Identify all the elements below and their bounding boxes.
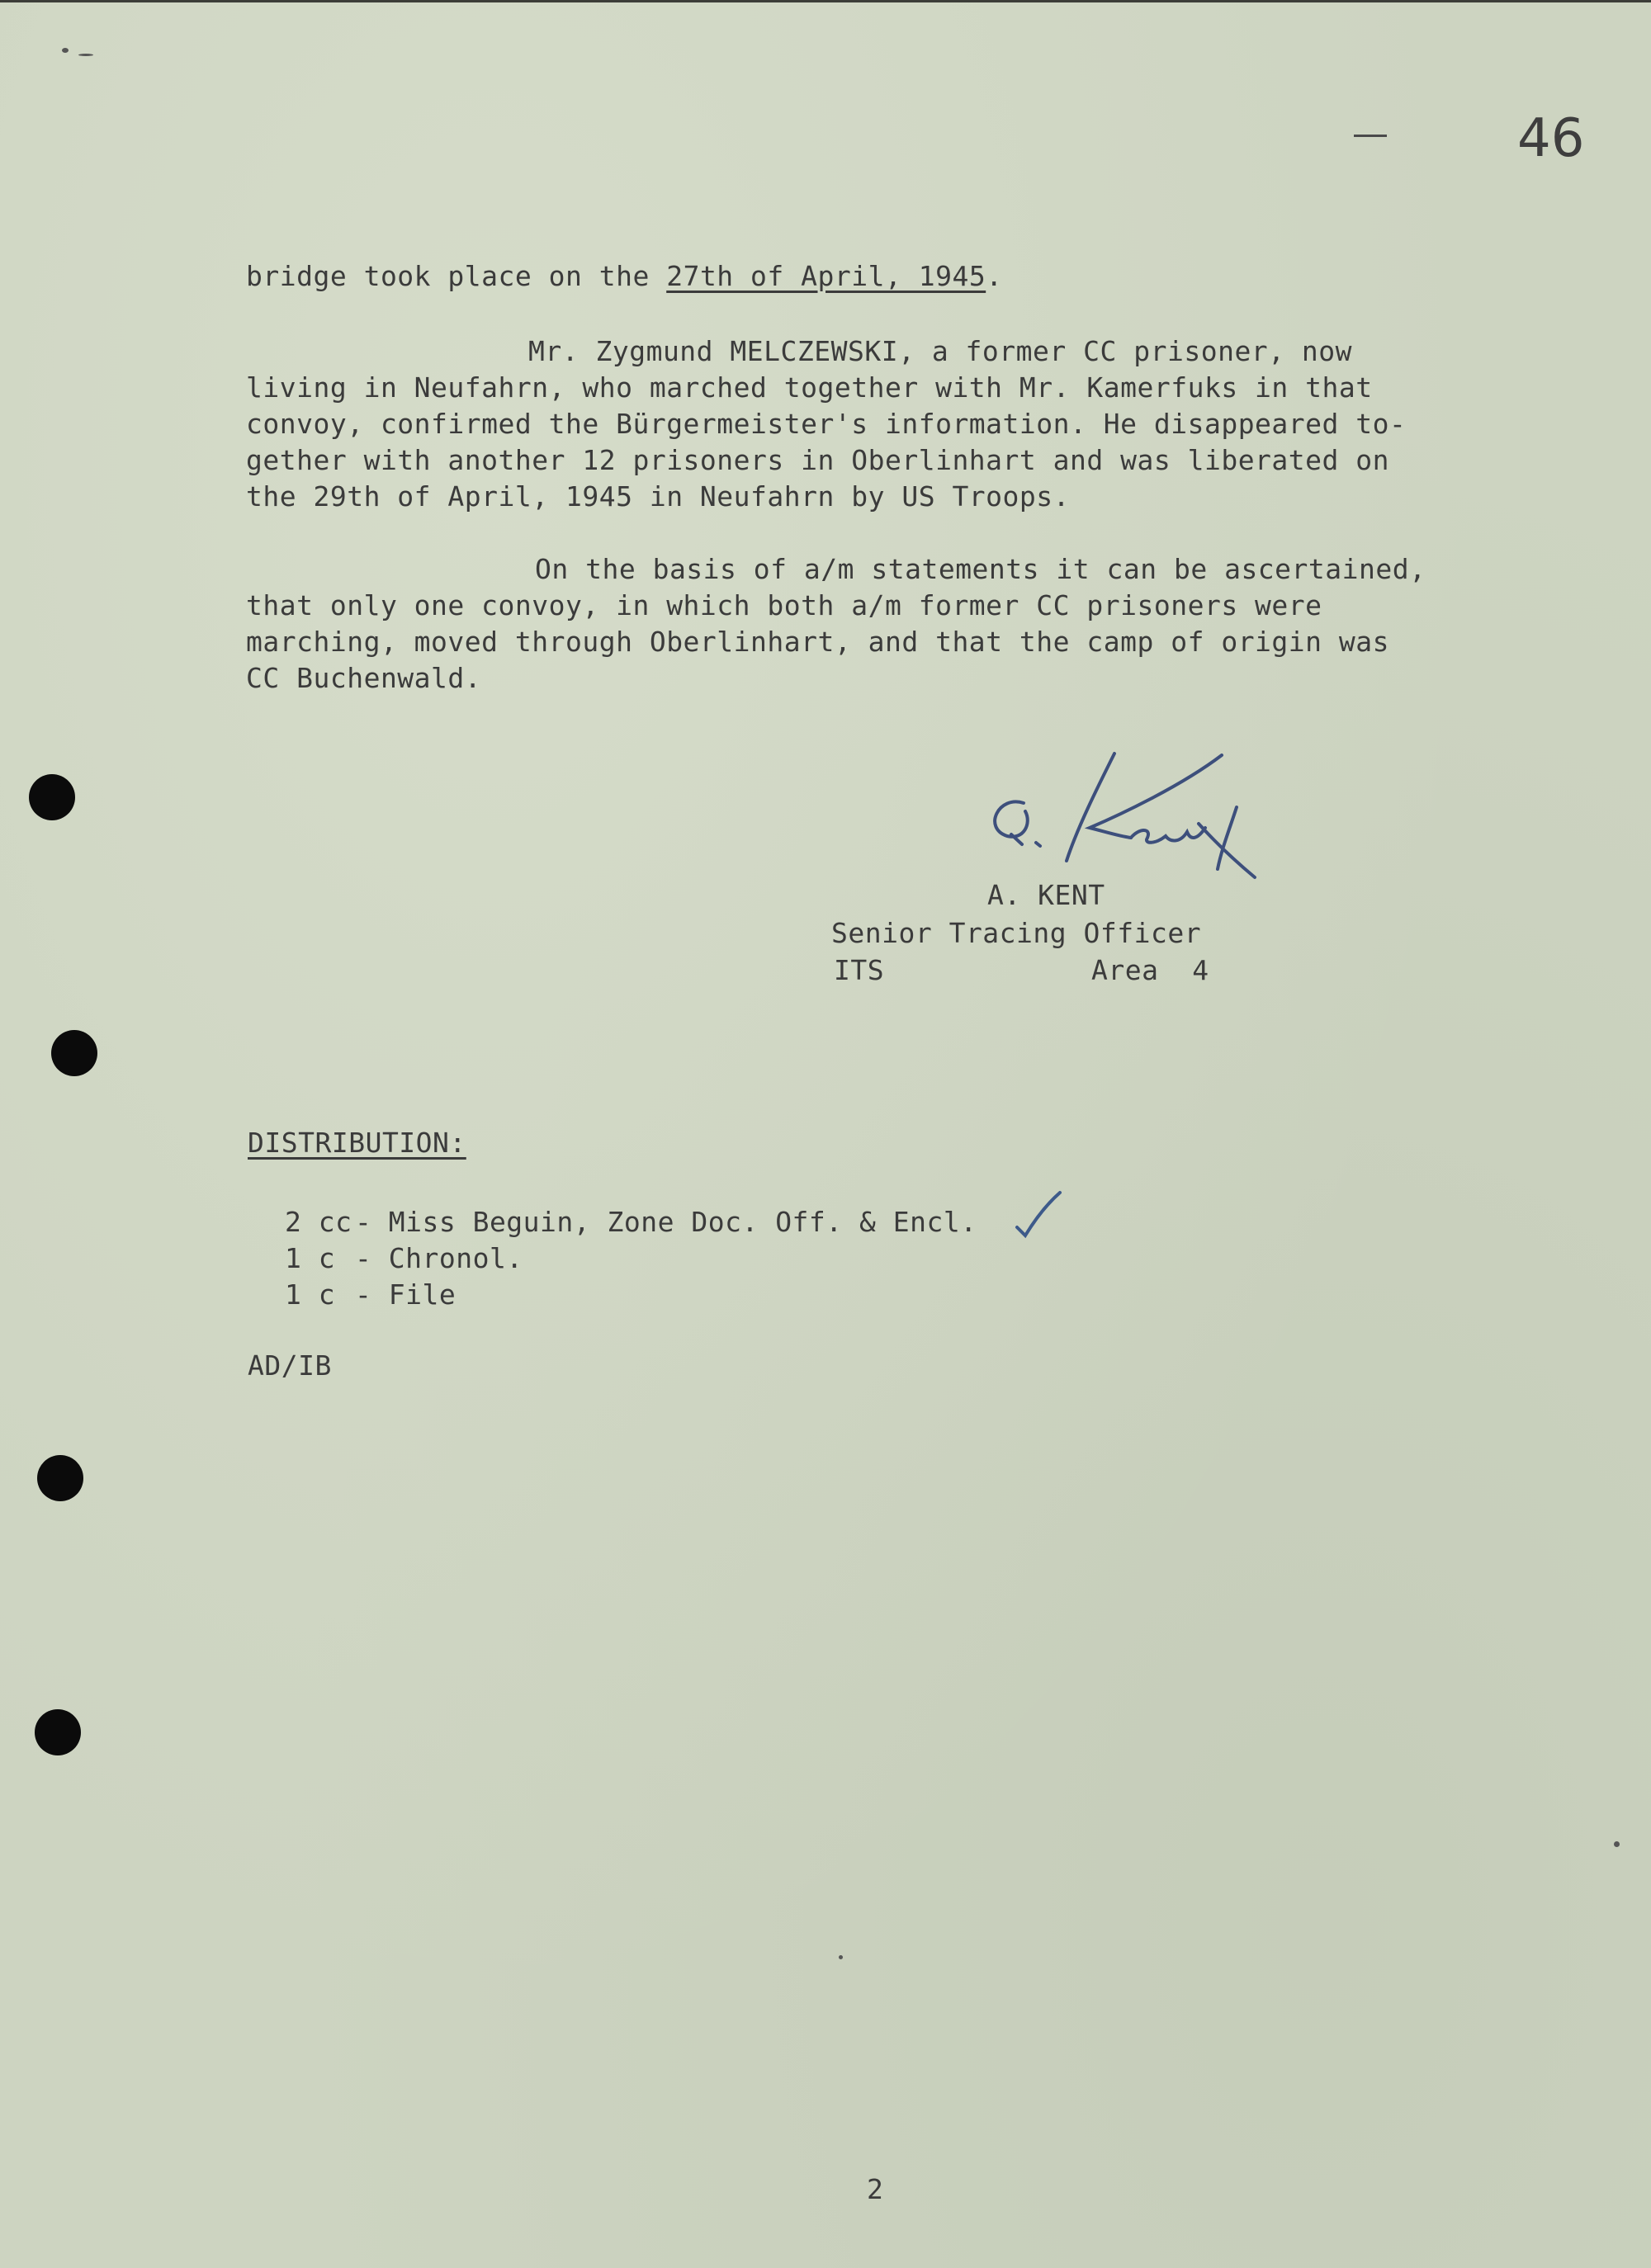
line1-date: 27th of April, 1945 bbox=[666, 260, 986, 292]
signature-name: A. KENT bbox=[987, 879, 1105, 911]
ink-speck bbox=[78, 54, 93, 56]
footer-page-number: 2 bbox=[867, 2173, 884, 2205]
distribution-text: - File bbox=[355, 1278, 457, 1311]
para3-line: On the basis of a/m statements it can be ascertained, bbox=[535, 553, 1426, 585]
punch-hole bbox=[29, 774, 75, 820]
distribution-heading: DISTRIBUTION: bbox=[248, 1127, 466, 1159]
distribution-text: - Miss Beguin, Zone Doc. Off. & Encl. bbox=[355, 1206, 977, 1238]
header-marks bbox=[1354, 135, 1387, 137]
ink-speck bbox=[62, 48, 69, 53]
ink-speck bbox=[839, 1955, 843, 1959]
distribution-qty: 1 c bbox=[285, 1242, 336, 1274]
para2-line: gether with another 12 prisoners in Oberlinhart and was liberated on bbox=[246, 444, 1390, 476]
punch-hole bbox=[37, 1455, 83, 1501]
body-line-1 bbox=[246, 260, 1003, 292]
distribution-text: - Chronol. bbox=[355, 1242, 523, 1274]
para2-line: convoy, confirmed the Bürgermeister's information. He disappeared to- bbox=[246, 408, 1407, 440]
typist-initials: AD/IB bbox=[248, 1349, 332, 1382]
signature-org: ITS bbox=[834, 954, 885, 986]
para2-line: living in Neufahrn, who marched together with Mr. Kamerfuks in that bbox=[246, 371, 1373, 404]
punch-hole bbox=[51, 1030, 97, 1076]
ink-speck bbox=[1614, 1841, 1620, 1847]
distribution-qty: 2 cc bbox=[285, 1206, 352, 1238]
distribution-qty: 1 c bbox=[285, 1278, 336, 1311]
handwritten-page-number: 46 bbox=[1517, 108, 1585, 169]
para2-line: Mr. Zygmund MELCZEWSKI, a former CC prisoner, now bbox=[528, 335, 1353, 367]
line1-suffix: . bbox=[986, 260, 1003, 292]
para3-line: that only one convoy, in which both a/m former CC prisoners were bbox=[246, 589, 1322, 621]
signature-area: Area 4 bbox=[1091, 954, 1209, 986]
signature-title: Senior Tracing Officer bbox=[831, 917, 1202, 949]
para2-line: the 29th of April, 1945 in Neufahrn by US Troops. bbox=[246, 480, 1071, 513]
handwritten-signature bbox=[974, 745, 1271, 886]
punch-hole bbox=[35, 1709, 81, 1755]
para3-line: marching, moved through Oberlinhart, and that the camp of origin was bbox=[246, 626, 1390, 658]
checkmark-icon bbox=[1014, 1189, 1063, 1239]
line1-prefix: bridge took place on the bbox=[246, 260, 667, 292]
para3-line: CC Buchenwald. bbox=[246, 662, 482, 694]
